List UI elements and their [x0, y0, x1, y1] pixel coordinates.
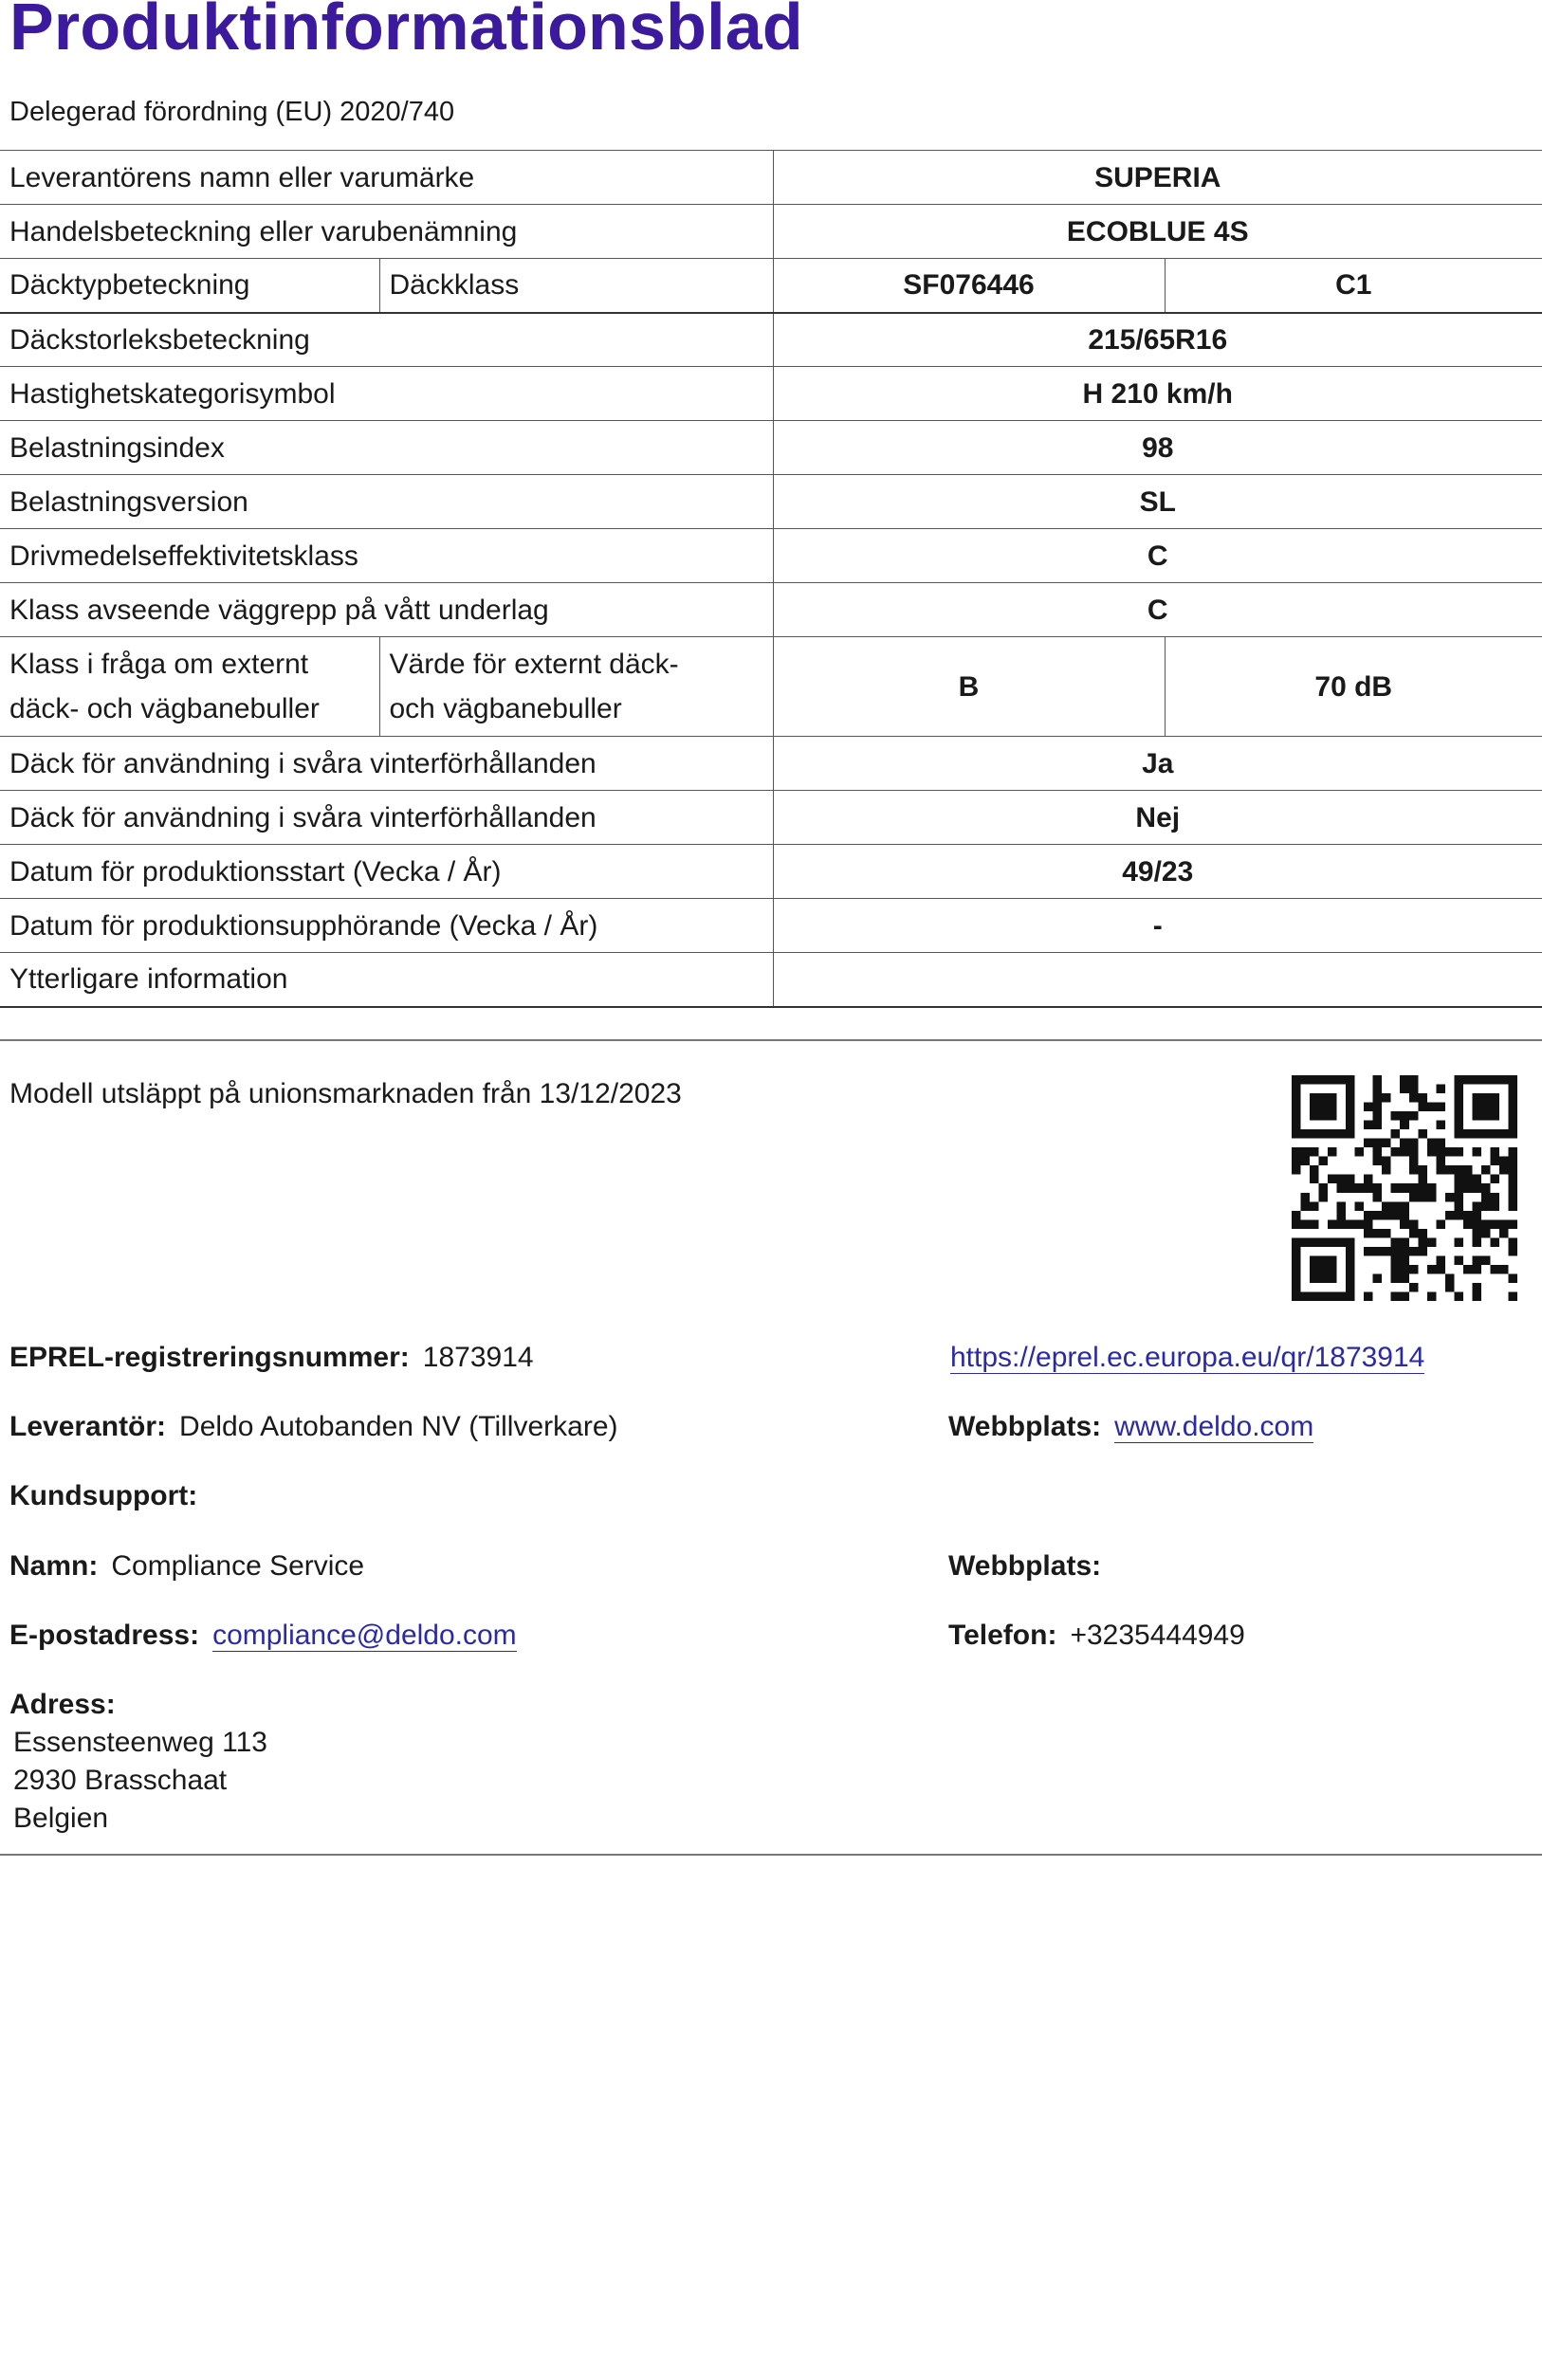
address-label: Adress:: [9, 1689, 116, 1720]
email-link[interactable]: compliance@deldo.com: [212, 1620, 517, 1651]
fuel-efficiency-label: Drivmedelseffektivitetsklass: [0, 529, 773, 583]
tyre-type-value: SF076446: [773, 259, 1165, 313]
table-row: [0, 313, 1542, 367]
table-row: [0, 583, 1542, 637]
tyre-size-value: 215/65R16: [773, 313, 1542, 367]
table-row: [0, 953, 1542, 1007]
load-version-label: Belastningsversion: [0, 475, 773, 529]
load-index-label: Belastningsindex: [0, 421, 773, 475]
website-info: [948, 1408, 1313, 1446]
table-row: [0, 845, 1542, 899]
additional-info-value: [773, 953, 1542, 1007]
load-index-value: 98: [773, 421, 1542, 475]
contact-name-info: [9, 1547, 364, 1585]
address-block: [13, 1724, 267, 1838]
ice-tyre-label: Däck för användning i svåra vinterförhållanden: [0, 791, 773, 845]
supplier-value: SUPERIA: [773, 151, 1542, 205]
noise-class-label: [0, 637, 379, 737]
contact-name: Compliance Service: [111, 1550, 365, 1582]
tyre-size-label: Däckstorleksbeteckning: [0, 313, 773, 367]
table-row: [0, 529, 1542, 583]
tyre-class-label: Däckklass: [379, 259, 773, 313]
eprel-registration: [9, 1339, 534, 1377]
customer-support-heading: [9, 1477, 211, 1515]
qr-code-icon[interactable]: [1292, 1075, 1517, 1301]
wet-grip-label: Klass avseende väggrepp på vått underlag: [0, 583, 773, 637]
noise-value-label: [379, 637, 773, 737]
address-street: Essensteenweg 113: [13, 1727, 267, 1758]
table-row: [0, 737, 1542, 791]
trade-name-label: Handelsbeteckning eller varubenämning: [0, 205, 773, 259]
supplier-label: Leverantör:: [9, 1411, 167, 1442]
eprel-link-wrap: [950, 1339, 1424, 1377]
table-row: [0, 899, 1542, 953]
noise-value-label-line-2: och vägbanebuller: [389, 693, 622, 724]
eprel-number: 1873914: [422, 1342, 534, 1373]
product-spec-table: [0, 150, 1542, 1008]
page-title: Produktinformationsblad: [9, 0, 803, 64]
supplier-name: Deldo Autobanden NV (Tillverkare): [179, 1411, 618, 1442]
table-row: [0, 205, 1542, 259]
ice-tyre-value: Nej: [773, 791, 1542, 845]
eprel-link[interactable]: https://eprel.ec.europa.eu/qr/1873914: [950, 1342, 1425, 1373]
noise-value-label-line-1: Värde för externt däck-: [389, 649, 679, 680]
noise-class-label-line-2: däck- och vägbanebuller: [9, 693, 320, 724]
phone-label: Telefon:: [948, 1620, 1057, 1651]
market-release-text: Modell utsläppt på unionsmarknaden från 13/12/2023: [9, 1078, 682, 1109]
noise-class-label-line-1: Klass i fråga om externt: [9, 649, 309, 680]
table-row: [0, 259, 1542, 313]
support-website-label: Webbplats:: [948, 1550, 1102, 1582]
name-label: Namn:: [9, 1550, 99, 1582]
website-link[interactable]: www.deldo.com: [1114, 1411, 1314, 1442]
supplier-label: Leverantörens namn eller varumärke: [0, 151, 773, 205]
table-row: [0, 367, 1542, 421]
bottom-divider: [0, 1854, 1542, 1856]
speed-category-label: Hastighetskategorisymbol: [0, 367, 773, 421]
table-row: [0, 421, 1542, 475]
additional-info-label: Ytterligare information: [0, 953, 773, 1007]
production-start-value: 49/23: [773, 845, 1542, 899]
speed-category-value: H 210 km/h: [773, 367, 1542, 421]
wet-grip-value: C: [773, 583, 1542, 637]
email-info: [9, 1617, 517, 1655]
production-end-label: Datum för produktionsupphörande (Vecka / År): [0, 899, 773, 953]
address-country: Belgien: [13, 1803, 109, 1834]
support-label: Kundsupport:: [9, 1480, 198, 1511]
table-row: [0, 637, 1542, 737]
website-label: Webbplats:: [948, 1411, 1102, 1442]
table-row: [0, 475, 1542, 529]
support-website-info: [948, 1547, 1114, 1585]
noise-class-value: B: [773, 637, 1165, 737]
eprel-label: EPREL-registreringsnummer:: [9, 1342, 410, 1373]
regulation-subtitle: Delegerad förordning (EU) 2020/740: [9, 97, 455, 127]
table-row: [0, 791, 1542, 845]
snow-tyre-label: Däck för användning i svåra vinterförhållanden: [0, 737, 773, 791]
tyre-type-label: Däcktypbeteckning: [0, 259, 379, 313]
phone-number: +3235444949: [1070, 1620, 1245, 1651]
table-row: [0, 151, 1542, 205]
snow-tyre-value: Ja: [773, 737, 1542, 791]
address-city: 2930 Brasschaat: [13, 1765, 228, 1796]
trade-name-value: ECOBLUE 4S: [773, 205, 1542, 259]
fuel-efficiency-value: C: [773, 529, 1542, 583]
noise-db-value: 70 dB: [1165, 637, 1542, 737]
email-label: E-postadress:: [9, 1620, 200, 1651]
address-heading: [9, 1686, 129, 1724]
load-version-value: SL: [773, 475, 1542, 529]
production-end-value: -: [773, 899, 1542, 953]
production-start-label: Datum för produktionsstart (Vecka / År): [0, 845, 773, 899]
tyre-class-value: C1: [1165, 259, 1542, 313]
phone-info: [948, 1617, 1245, 1655]
supplier-info: [9, 1408, 618, 1446]
section-divider: [0, 1039, 1542, 1041]
